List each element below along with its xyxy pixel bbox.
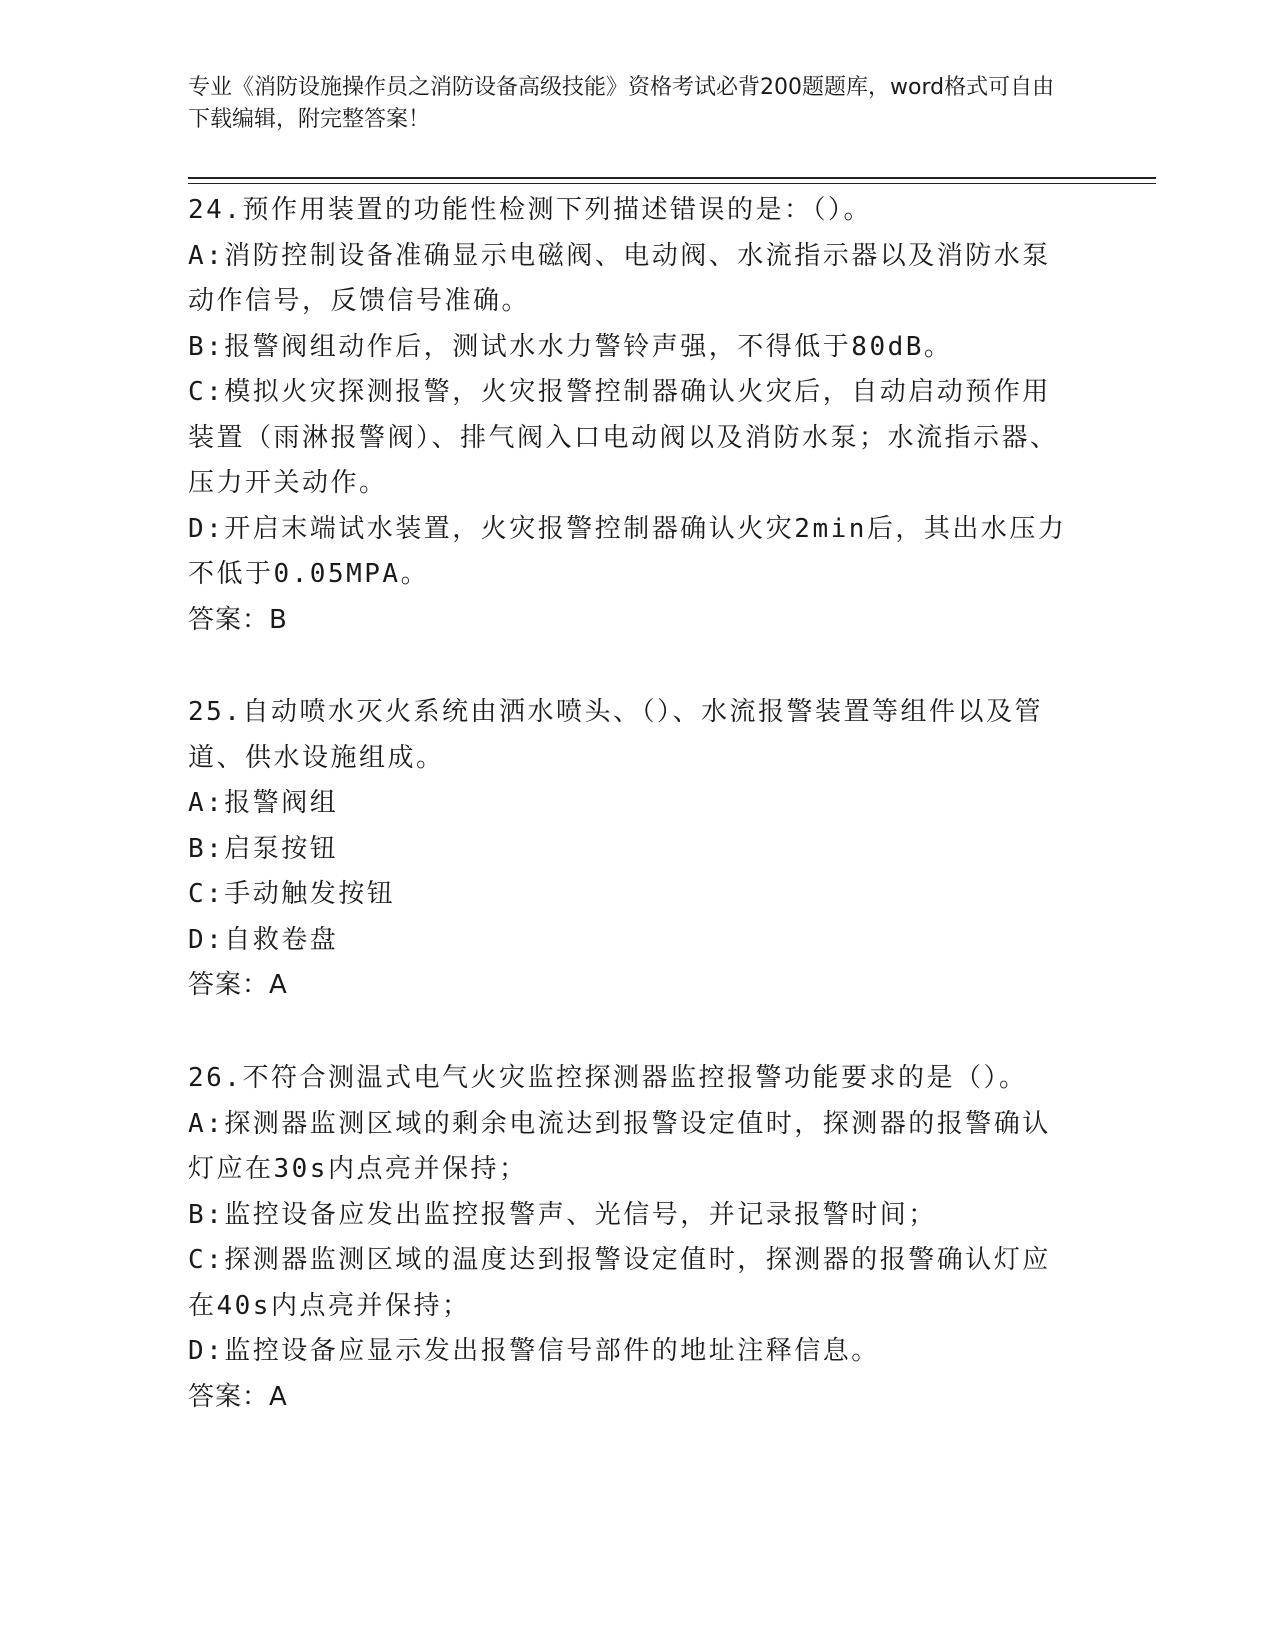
answer-label: 答案：A bbox=[188, 970, 288, 1000]
option-d: D:开启末端试水装置，火灾报警控制器确认火灾2min后，其出水压力不低于0.05MPA。 bbox=[188, 513, 1067, 589]
option-b: B:启泵按钮 bbox=[188, 833, 339, 864]
option-d: D:监控设备应显示发出报警信号部件的地址注释信息。 bbox=[188, 1336, 880, 1366]
option-c: C:手动触发按钮 bbox=[188, 879, 396, 909]
question-26 bbox=[188, 1056, 1068, 1420]
question-25 bbox=[188, 690, 1068, 1009]
question-stem: 25.自动喷水灭火系统由洒水喷头、（）、水流报警装置等组件以及管道、供水设施组成。 bbox=[188, 697, 1043, 773]
header-rule-thick bbox=[188, 177, 1156, 179]
option-a: A:消防控制设备准确显示电磁阀、电动阀、水流指示器以及消防水泵动作信号，反馈信号准确。 bbox=[188, 240, 1051, 316]
question-stem: 24.预作用装置的功能性检测下列描述错误的是：（）。 bbox=[188, 195, 872, 225]
option-a: A:探测器监测区域的剩余电流达到报警设定值时，探测器的报警确认灯应在30s内点亮并保持； bbox=[188, 1108, 1051, 1184]
answer-label: 答案：B bbox=[188, 604, 288, 635]
header-rule-thin bbox=[188, 183, 1156, 184]
option-d: D:自救卷盘 bbox=[188, 924, 339, 955]
option-c: C:探测器监测区域的温度达到报警设定值时，探测器的报警确认灯应在40s内点亮并保持； bbox=[188, 1245, 1051, 1321]
question-24 bbox=[188, 188, 1068, 643]
question-stem: 26.不符合测温式电气火灾监控探测器监控报警功能要求的是（）。 bbox=[188, 1063, 1028, 1093]
answer-label: 答案：A bbox=[188, 1381, 288, 1412]
option-c: C:模拟火灾探测报警，火灾报警控制器确认火灾后，自动启动预作用装置（雨淋报警阀）、排气阀入口电动阀以及消防水泵；水流指示器、压力开关动作。 bbox=[188, 377, 1059, 498]
option-a: A:报警阀组 bbox=[188, 788, 339, 818]
document-header: 专业《消防设施操作员之消防设备高级技能》资格考试必背200题题库，word格式可自由下载编辑，附完整答案！ bbox=[188, 75, 1055, 132]
option-b: B:监控设备应发出监控报警声、光信号，并记录报警时间； bbox=[188, 1199, 937, 1230]
option-b: B:报警阀组动作后，测试水水力警铃声强，不得低于80dB。 bbox=[188, 331, 953, 362]
